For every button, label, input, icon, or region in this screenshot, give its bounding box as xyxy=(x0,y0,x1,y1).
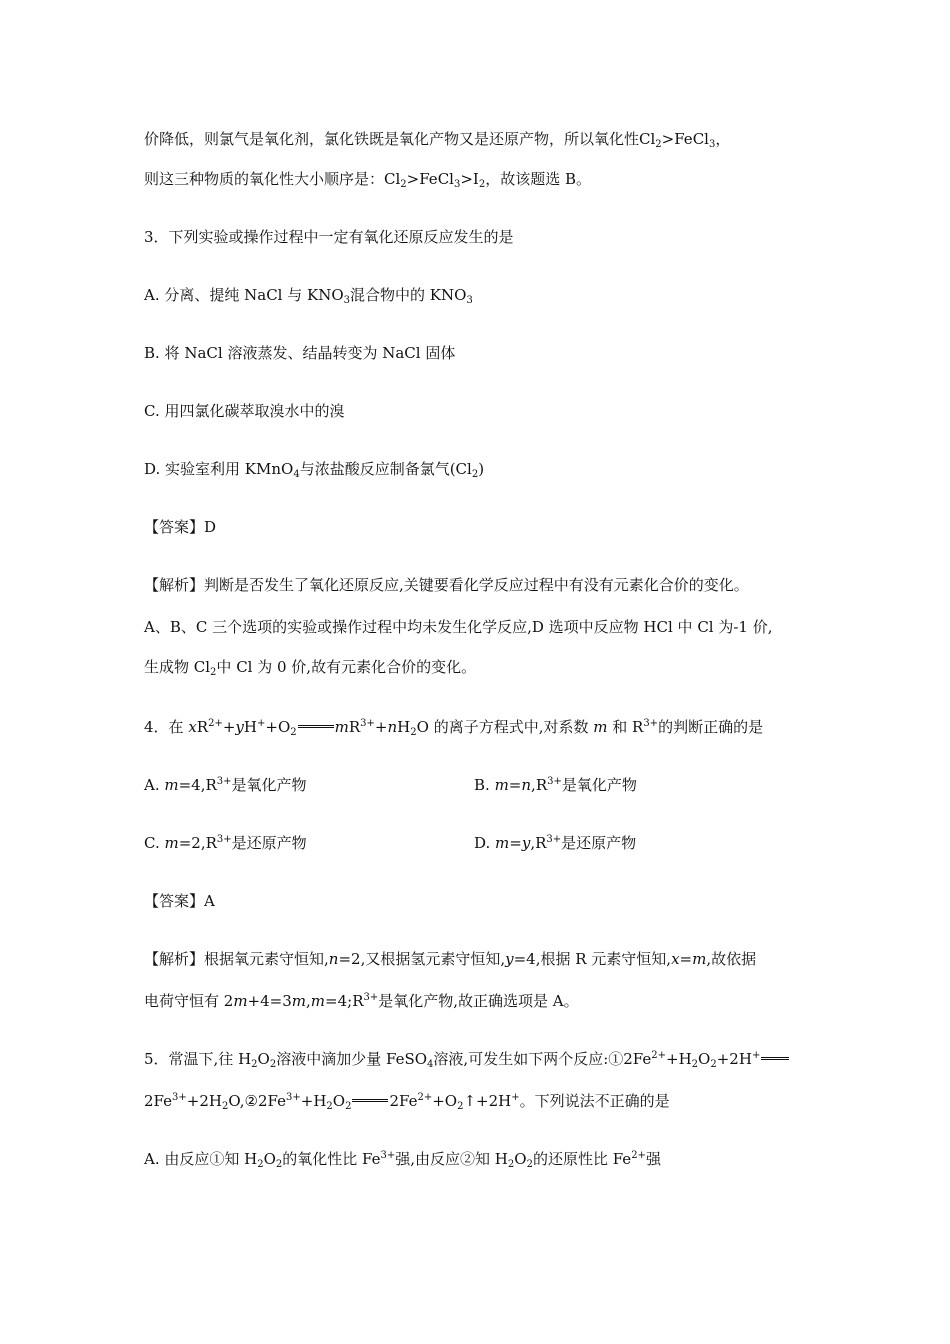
text-line: 则这三种物质的氧化性大小顺序是：$Cl_2>FeCl_3>I_2$，故该题选 B。 xyxy=(144,170,592,190)
q5-option-a: A. 由反应①知 $H_2O_2$的氧化性比 $Fe^{3+}$强,由反应②知 $H_2O_2$的还原性比 $Fe^{2+}$强 xyxy=(144,1150,661,1170)
q3-explanation: 【解析】判断是否发生了氧化还原反应,关键要看化学反应过程中有没有元素化合价的变化。 xyxy=(144,576,749,594)
equals-sign xyxy=(352,1099,388,1102)
q3-explanation: 生成物 $Cl_2$中 Cl 为 0 价,故有元素化合价的变化。 xyxy=(144,658,477,678)
q4-option-b: B. $m=n,R^{3+}$是氧化产物 xyxy=(474,776,637,794)
q4-option-a: A. $m=4,R^{3+}$是氧化产物 xyxy=(144,776,307,794)
q4-option-c: C. $m=2,R^{3+}$是还原产物 xyxy=(144,834,307,852)
q4-options-row xyxy=(144,774,844,796)
q4-option-d: D. $m=y,R^{3+}$是还原产物 xyxy=(474,834,637,852)
question-4-stem: 4．在 $xR^{2+}+yH^++O_2$ $mR^{3+}+nH_2O$ 的离子方程式中,对系数 m 和 $R^{3+}$的判断正确的是 xyxy=(144,718,764,738)
question-3-stem: 3．下列实验或操作过程中一定有氧化还原反应发生的是 xyxy=(144,228,514,246)
equals-sign xyxy=(761,1057,789,1060)
q3-option-d: D. 实验室利用 KMnO$_4$与浓盐酸反应制备氯气$(Cl_2)$ xyxy=(144,460,485,480)
q4-explanation: 电荷守恒有 $2m+4=3m,m=4;R^{3+}$是氧化产物,故正确选项是 A。 xyxy=(144,992,579,1010)
q4-answer: 【答案】A xyxy=(144,892,215,910)
equals-sign xyxy=(298,725,334,728)
q3-option-b: B. 将 NaCl 溶液蒸发、结晶转变为 NaCl 固体 xyxy=(144,344,456,362)
q3-explanation: A、B、C 三个选项的实验或操作过程中均未发生化学反应,D 选项中反应物 HCl 中 Cl 为-1 价, xyxy=(144,618,773,636)
q4-options-row xyxy=(144,832,844,854)
q3-option-c: C. 用四氯化碳萃取溴水中的溴 xyxy=(144,402,345,420)
q4-explanation: 【解析】根据氧元素守恒知,n=2,又根据氢元素守恒知,y=4,根据 R 元素守恒知,x=m,故依据 xyxy=(144,950,757,968)
q3-answer: 【答案】D xyxy=(144,518,217,536)
question-5-stem: 5．常温下,往 $H_2O_2$溶液中滴加少量 FeSO$_4$溶液,可发生如下两个反应$:①2Fe^{2+}+H_2O_2+2H^+$ xyxy=(144,1048,790,1070)
text-line: 价降低，则氯气是氧化剂，氯化铁既是氧化产物又是还原产物，所以氧化性$Cl_2>FeCl_3$， xyxy=(144,130,731,150)
question-5-stem: $2Fe^{3+}+2H_2O,②2Fe^{3+}+H_2O_2$ $2Fe^{2+}+O_2↑+2H^+$。下列说法不正确的是 xyxy=(144,1092,670,1112)
q3-option-a: A. 分离、提纯 NaCl 与 $KNO_3$混合物中的 $KNO_3$ xyxy=(144,286,473,306)
